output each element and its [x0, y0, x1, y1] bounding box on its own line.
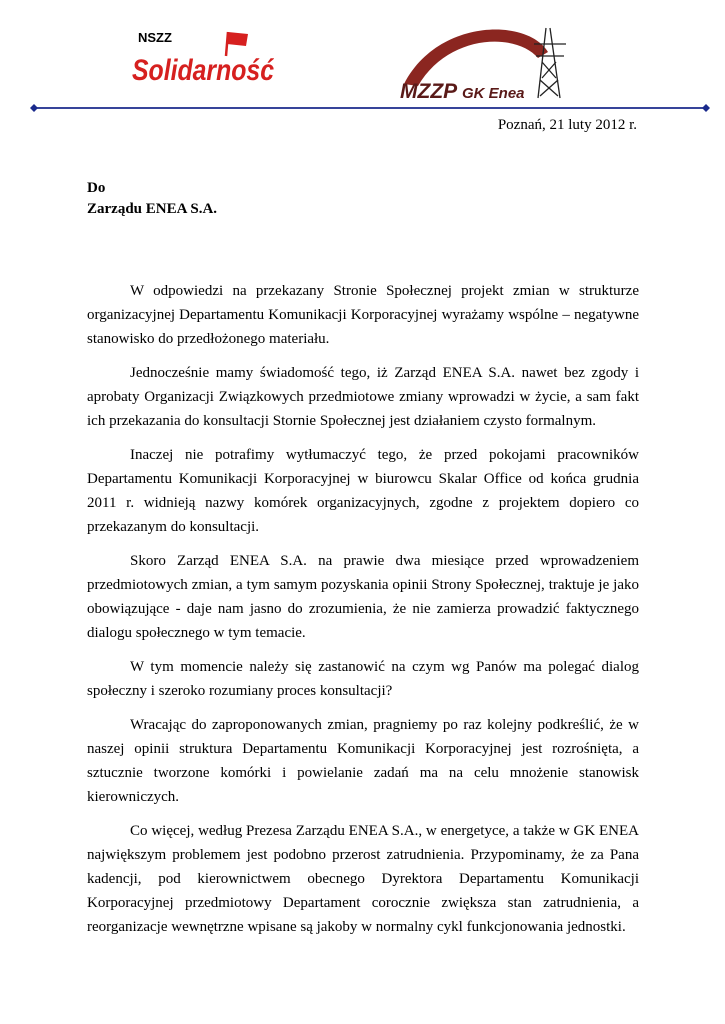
- diamond-left-icon: [30, 104, 38, 112]
- paragraph-3: Inaczej nie potrafimy wytłumaczyć tego, że przed pokojami pracowników Departamentu Komunikacji Korporacyjnej w biurowcu Skalar Office od końca grudnia 2011 r. widnieją nazwy komórek organizacyjnych, zgodne z projektem dopiero co przekazanym do konsultacji.: [87, 447, 639, 535]
- solidarnosc-main-text: Solidarność: [132, 54, 275, 87]
- pylon-icon: [534, 28, 566, 98]
- paragraph-5: W tym momencie należy się zastanowić na czym wg Panów ma polegać dialog społeczny i szeroko rozumiany proces konsultacji?: [87, 659, 639, 699]
- paragraph-7: Co więcej, według Prezesa Zarządu ENEA S.A., w energetyce, a także w GK ENEA największym problemem jest podobno przerost zatrudnienia. Przypominamy, że za Pana kadencji, pod kierownictwem obecnego Dyrektora Departamentu Komunikacji Korporacyjnej przedmiotowy Departament corocznie zwiększa stan zatrudnienia, a reorganizacje wewnętrzne wpisane są jakoby w normalny cykl funkcjonowania jednostki.: [87, 823, 639, 935]
- addressee-line-1: Do: [87, 180, 106, 196]
- paragraph-1: W odpowiedzi na przekazany Stronie Społecznej projekt zmian w strukturze organizacyjnej Departamentu Komunikacji Korporacyjnej wyrażamy wspólne – negatywne stanowisko do przedłożonego materiału.: [87, 283, 639, 347]
- paragraph-4: Skoro Zarząd ENEA S.A. na prawie dwa miesiące przed wprowadzeniem przedmiotowych zmian, a tym samym pozyskania opinii Strony Społecznej, traktuje je jako obowiązujące - daje nam jasno do zrozumienia, że nie zamierza prowadzić faktycznego dialogu społecznego w tym temacie.: [87, 553, 639, 641]
- solidarnosc-logo: [130, 26, 280, 88]
- solidarnosc-small-text: NSZZ: [138, 30, 172, 45]
- mzzp-sub-text: GK Enea: [462, 85, 525, 102]
- addressee: [87, 178, 217, 220]
- diamond-right-icon: [702, 104, 710, 112]
- paragraph-6: Wracając do zaproponowanych zmian, pragniemy po raz kolejny podkreślić, że w naszej opinii struktura Departamentu Komunikacji Korporacyjnej jest rozrośnięta, a sztucznie tworzone komórki i powielanie zadań ma na celu mnożenie stanowisk kierowniczych.: [87, 717, 639, 805]
- addressee-line-2: Zarządu ENEA S.A.: [87, 201, 218, 217]
- mzzp-logo: [398, 22, 578, 104]
- paragraph-2: Jednocześnie mamy świadomość tego, iż Zarząd ENEA S.A. nawet bez zgody i aprobaty Organizacji Związkowych przedmiotowe zmiany wprowadzi w życie, a sam fakt ich przekazania do konsultacji Stornie Społecznej jest działaniem czysto formalnym.: [87, 365, 639, 429]
- mzzp-main-text: MZZP: [400, 80, 458, 103]
- letter-date: Poznań, 21 luty 2012 r.: [497, 117, 637, 133]
- letter-body: [87, 279, 639, 949]
- header-rule: [30, 104, 710, 112]
